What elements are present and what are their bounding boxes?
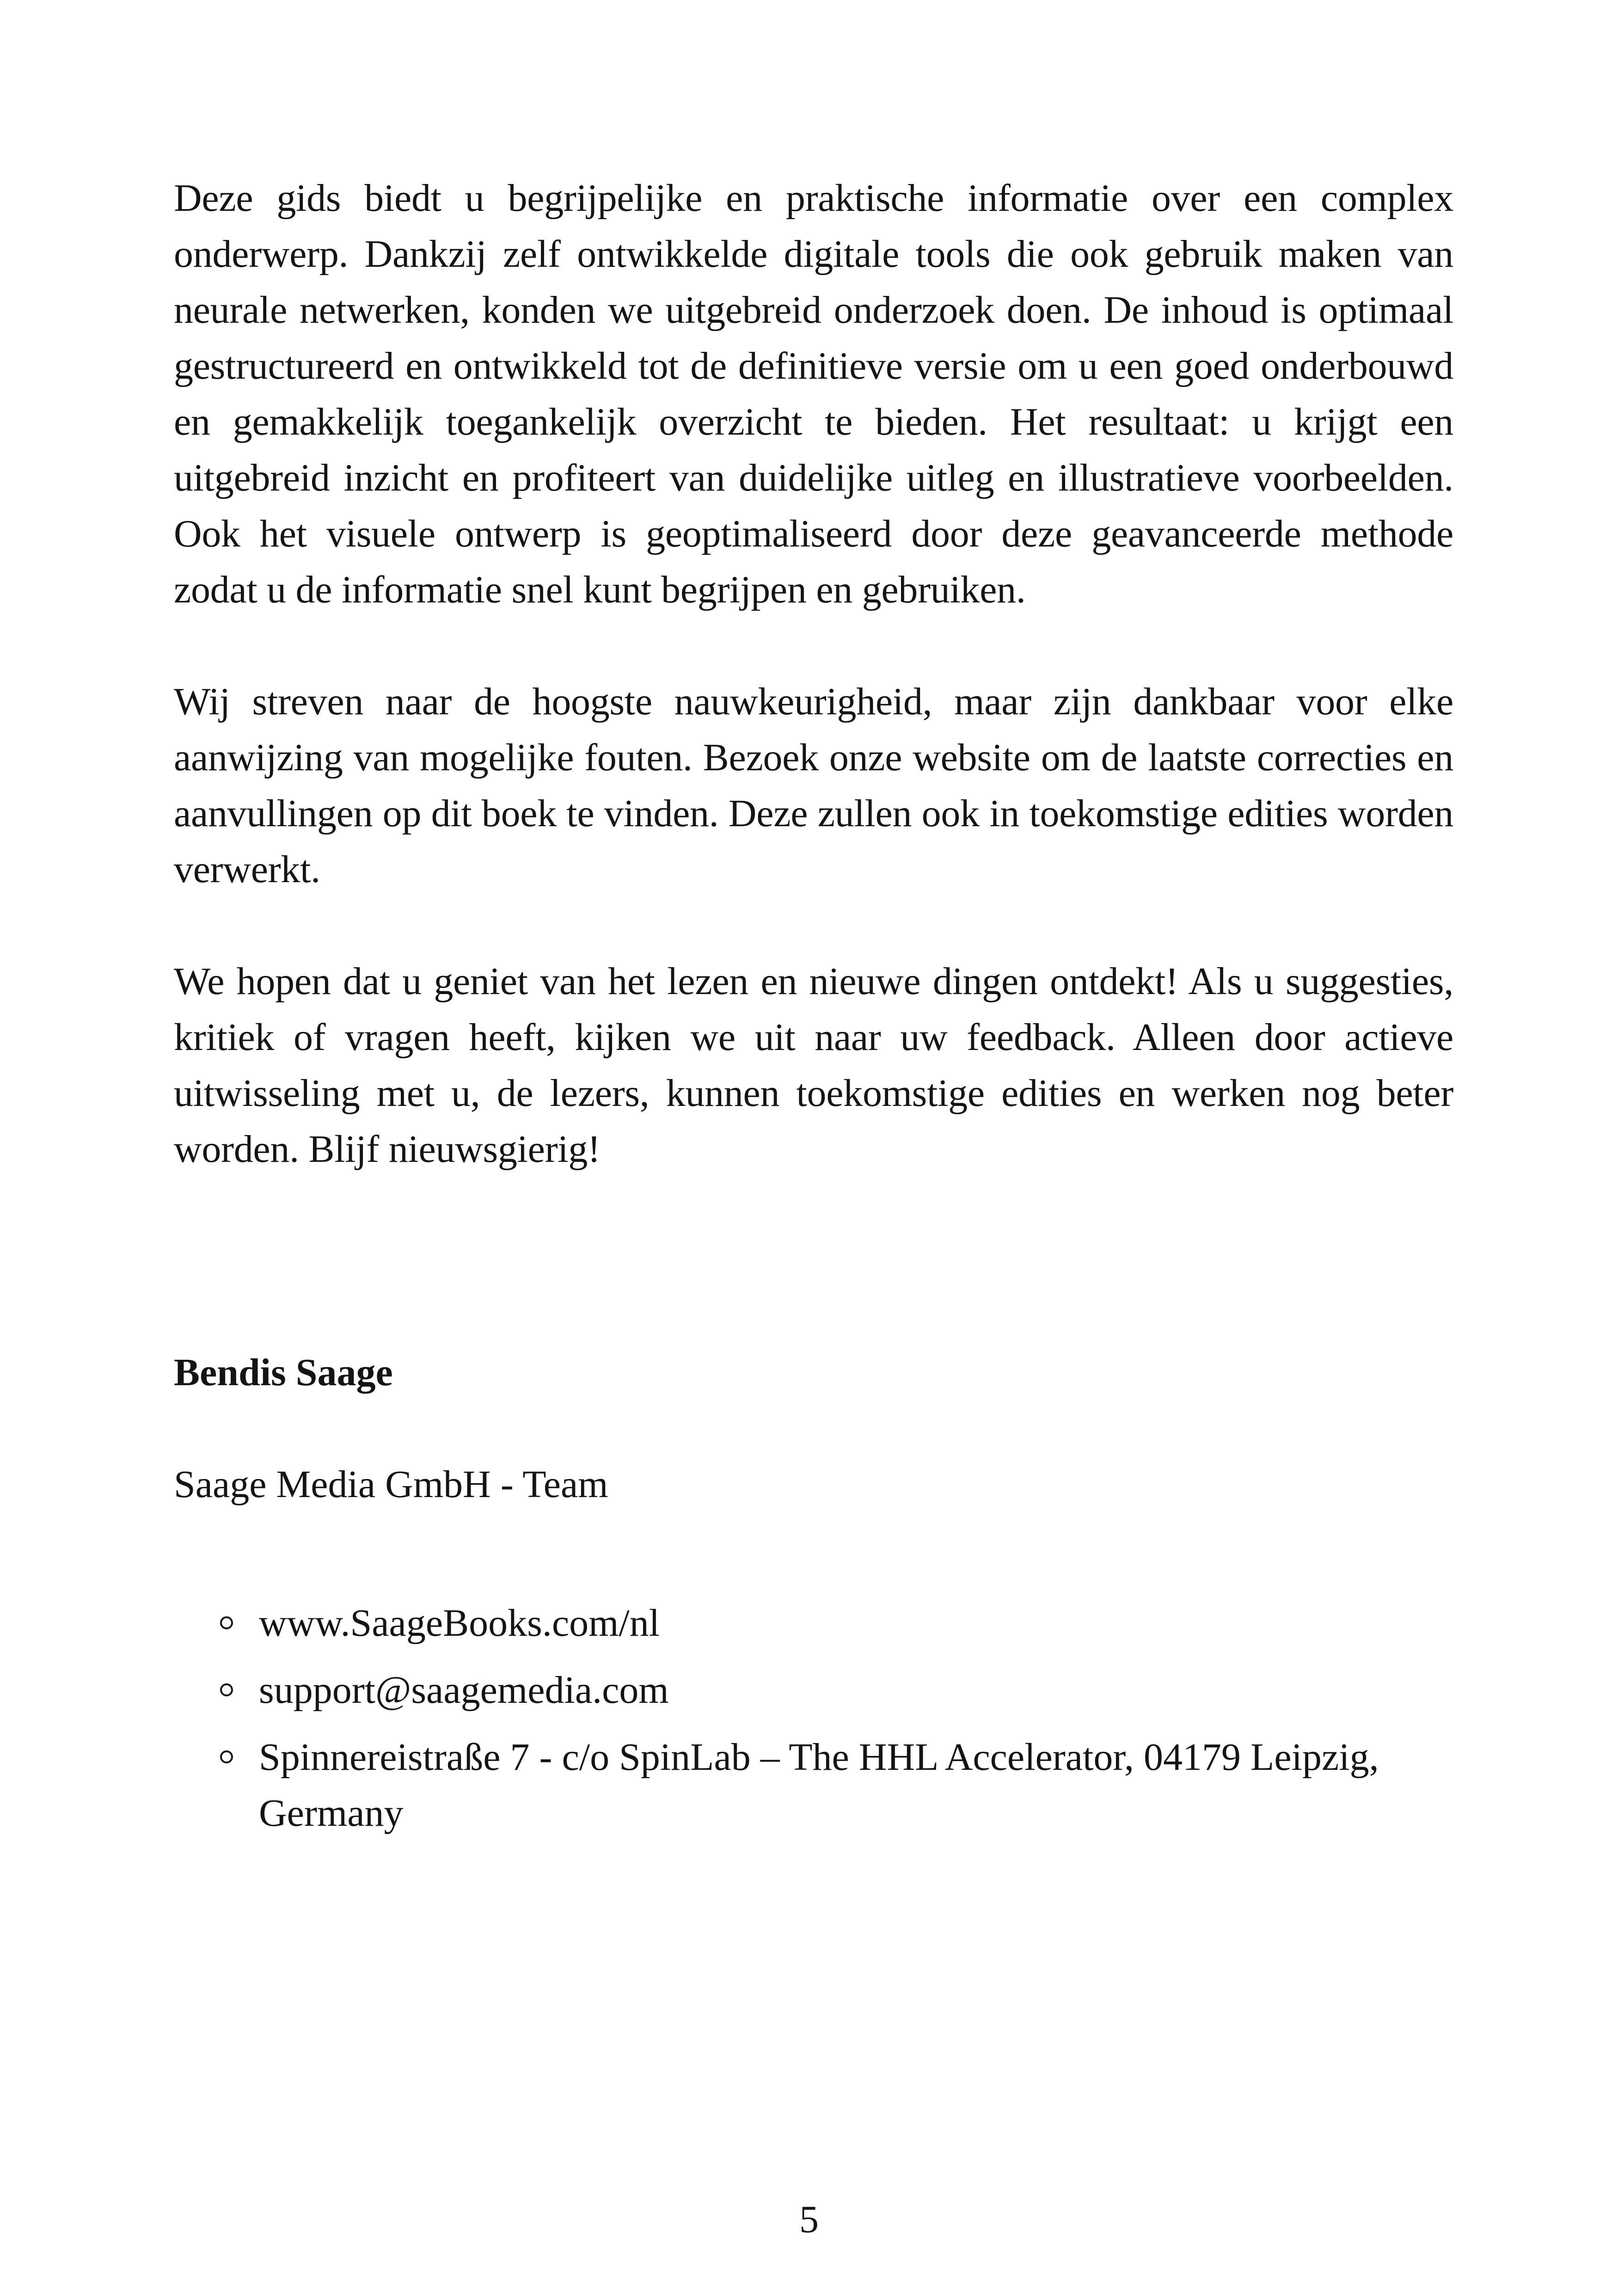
contact-website[interactable] [174, 1595, 1453, 1651]
contact-email-text[interactable]: support@saagemedia.com [259, 1669, 669, 1712]
author-name: Bendis Saage [174, 1351, 393, 1394]
circle-bullet-icon [220, 1683, 233, 1696]
contact-email[interactable] [174, 1662, 1453, 1718]
team-name: Saage Media GmbH - Team [174, 1463, 608, 1506]
contact-list [174, 1595, 1453, 1852]
contact-website-text[interactable]: www.SaageBooks.com/nl [259, 1602, 660, 1645]
circle-bullet-icon [220, 1750, 233, 1763]
circle-bullet-icon [220, 1616, 233, 1629]
contact-address [174, 1729, 1453, 1841]
paragraph-accuracy: Wij streven naar de hoogste nauwkeurigheid, maar zijn dankbaar voor elke aanwijzing van mogelijke fouten. Bezoek onze website om de laatste correcties en aanvullingen op dit boek te vinden. Deze zullen ook in toekomstige edities worden verwerkt. [174, 680, 1453, 891]
contact-address-text: Spinnereistraße 7 - c/o SpinLab – The HHL Accelerator, 04179 Leipzig, Germany [259, 1736, 1379, 1835]
page-number: 5 [799, 2198, 819, 2241]
paragraph-intro: Deze gids biedt u begrijpelijke en praktische informatie over een complex onderwerp. Dankzij zelf ontwikkelde digitale tools die ook gebruik maken van neurale netwerken, konden we uitgebreid onderzoek doen. De inhoud is optimaal gestructureerd en ontwikkeld tot de definitieve versie om u een goed onderbouwd en gemakkelijk toegankelijk overzicht te bieden. Het resultaat: u krijgt een uitgebreid inzicht en profiteert van duidelijke uitleg en illustratieve voorbeelden. Ook het visuele ontwerp is geoptimaliseerd door deze geavanceerde methode zodat u de informatie snel kunt begrijpen en gebruiken. [174, 177, 1453, 611]
body-text [174, 170, 1453, 1177]
paragraph-feedback: We hopen dat u geniet van het lezen en nieuwe dingen ontdekt! Als u suggesties, kritiek of vragen heeft, kijken we uit naar uw feedback. Alleen door actieve uitwisseling met u, de lezers, kunnen toekomstige edities en werken nog beter worden. Blijf nieuwsgierig! [174, 960, 1453, 1171]
